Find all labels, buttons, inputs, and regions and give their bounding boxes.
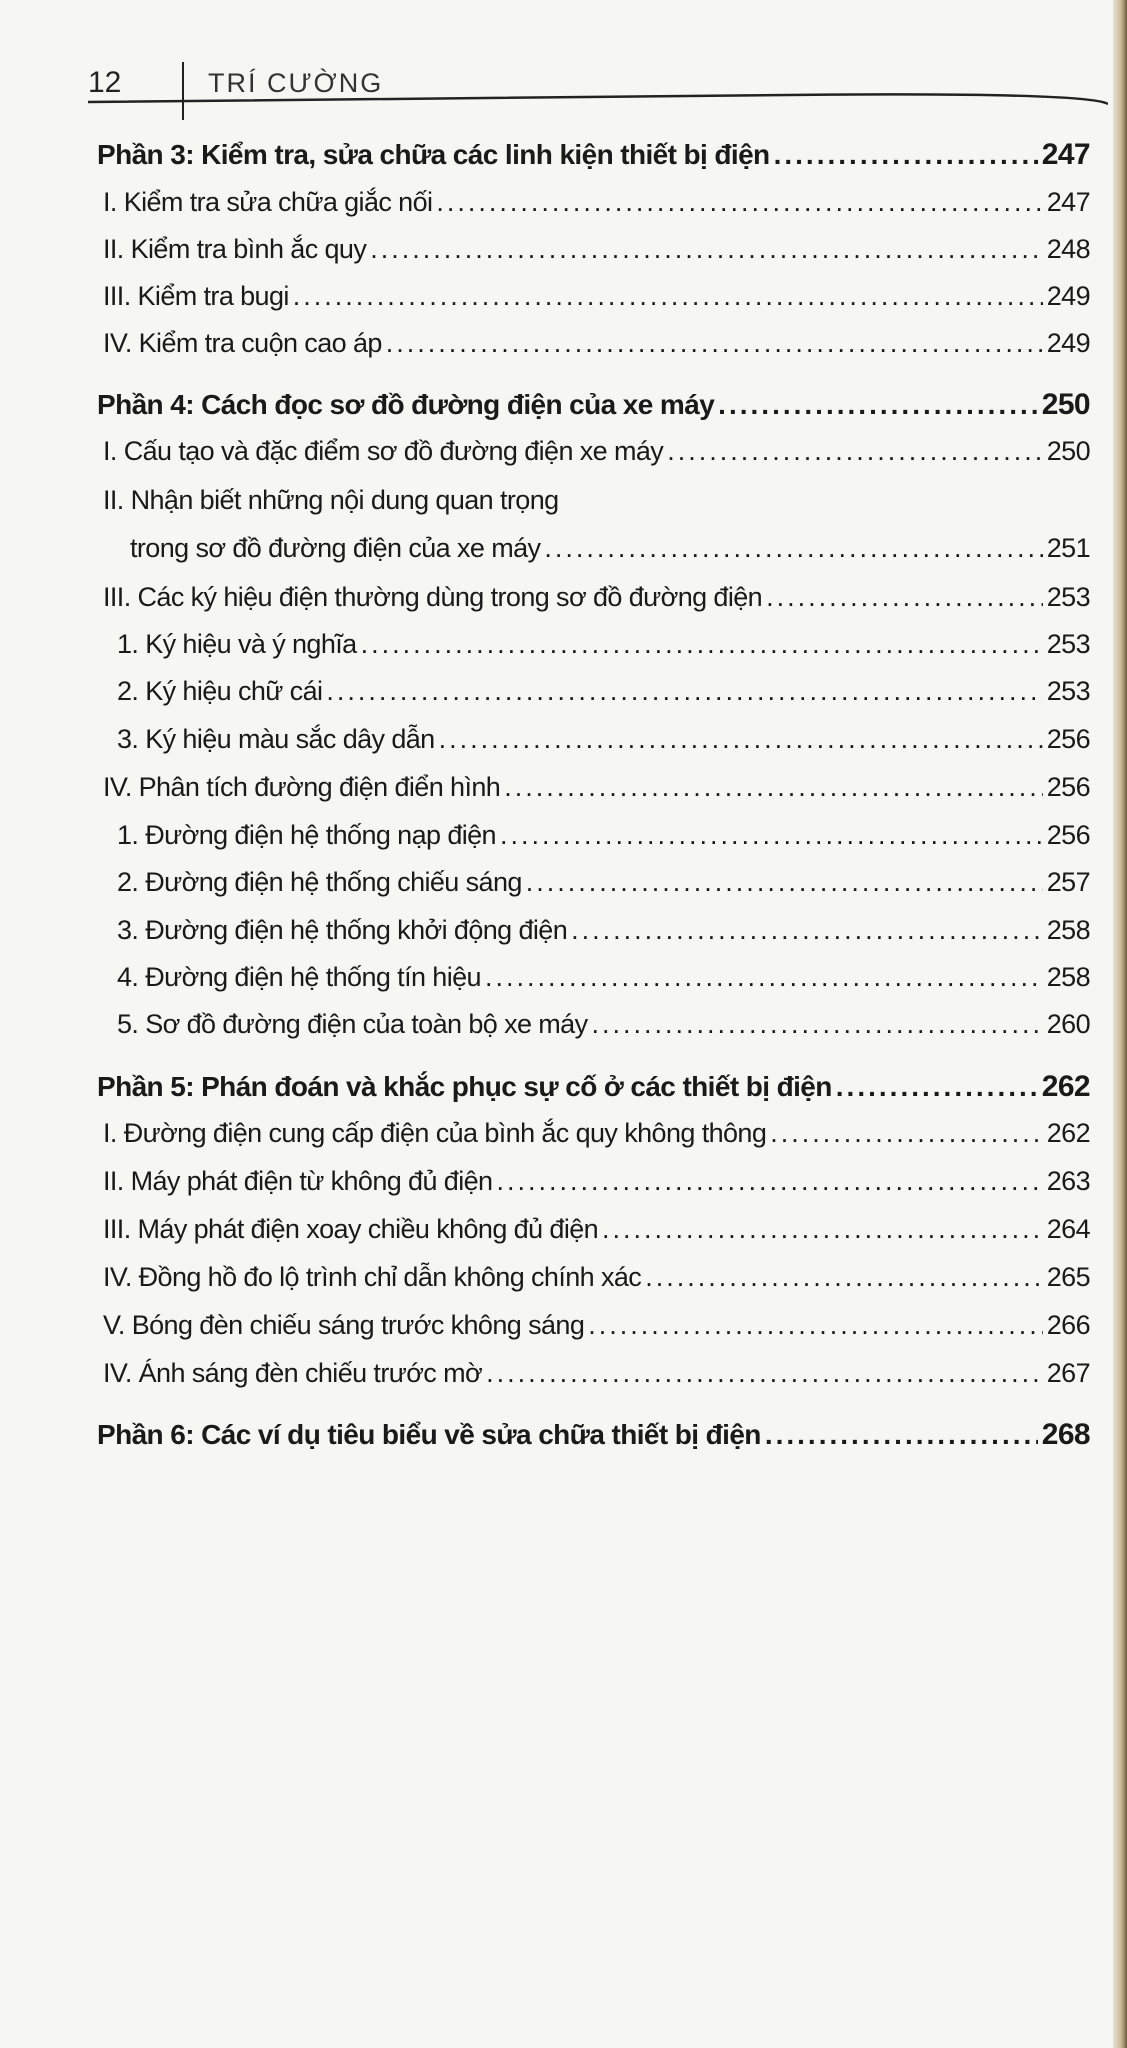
toc-part-6: Phần 6: Các ví dụ tiêu biểu về sửa chữa thiết bị điện ..... 268	[97, 1418, 1090, 1454]
toc-part-3: Phần 3: Kiểm tra, sửa chữa các linh kiện thiết bị điện ..... 247	[97, 138, 1090, 174]
toc-entry: IV. Phân tích đường điện điển hình ..... 256	[103, 772, 1090, 808]
toc-entry: I. Cấu tạo và đặc điểm sơ đồ đường điện xe máy ..... 250	[103, 436, 1090, 472]
toc-entry: II. Máy phát điện từ không đủ điện ..... 263	[103, 1166, 1090, 1202]
toc-entry: III. Kiểm tra bugi ..... 249	[103, 281, 1090, 317]
toc-entry: IV. Ánh sáng đèn chiếu trước mờ ..... 267	[103, 1358, 1090, 1394]
toc-entry: V. Bóng đèn chiếu sáng trước không sáng ..... 266	[103, 1310, 1090, 1346]
toc-entry: II. Kiểm tra bình ắc quy ..... 248	[103, 234, 1090, 270]
toc-subentry: 2. Đường điện hệ thống chiếu sáng ..... 257	[117, 867, 1090, 903]
toc-entry: IV. Kiểm tra cuộn cao áp ..... 249	[103, 328, 1090, 364]
toc-entry: III. Các ký hiệu điện thường dùng trong sơ đồ đường điện ..... 253	[103, 582, 1090, 618]
toc-subentry: 5. Sơ đồ đường điện của toàn bộ xe máy ..... 260	[117, 1009, 1090, 1045]
toc-entry: IV. Đồng hồ đo lộ trình chỉ dẫn không chính xác ..... 265	[103, 1262, 1090, 1298]
toc-entry: I. Đường điện cung cấp điện của bình ắc quy không thông ..... 262	[103, 1118, 1090, 1154]
author-name: TRÍ CƯỜNG	[208, 68, 384, 98]
toc-entry: II. Nhận biết những nội dung quan trọng	[103, 485, 559, 515]
toc-part-4: Phần 4: Cách đọc sơ đồ đường điện của xe máy ..... 250	[97, 388, 1090, 424]
page-number: 12	[88, 66, 122, 99]
page-edge	[1113, 0, 1127, 2048]
toc-subentry: 4. Đường điện hệ thống tín hiệu ..... 258	[117, 962, 1090, 998]
toc-entry: I. Kiểm tra sửa chữa giắc nối ..... 247	[103, 187, 1090, 223]
header-divider	[182, 62, 184, 120]
toc-entry: III. Máy phát điện xoay chiều không đủ điện ..... 264	[103, 1214, 1090, 1250]
toc-subentry: 3. Đường điện hệ thống khởi động điện ..... 258	[117, 915, 1090, 951]
toc-subentry: 2. Ký hiệu chữ cái ..... 253	[117, 676, 1090, 712]
toc-part-5: Phần 5: Phán đoán và khắc phục sự cố ở các thiết bị điện ..... 262	[97, 1070, 1090, 1106]
header-rule	[88, 92, 1108, 106]
toc-subentry: 1. Đường điện hệ thống nạp điện ..... 256	[117, 820, 1090, 856]
toc-entry-continuation: trong sơ đồ đường điện của xe máy ..... 251	[130, 533, 1090, 569]
toc-subentry: 3. Ký hiệu màu sắc dây dẫn ..... 256	[117, 724, 1090, 760]
toc-subentry: 1. Ký hiệu và ý nghĩa ..... 253	[117, 629, 1090, 665]
